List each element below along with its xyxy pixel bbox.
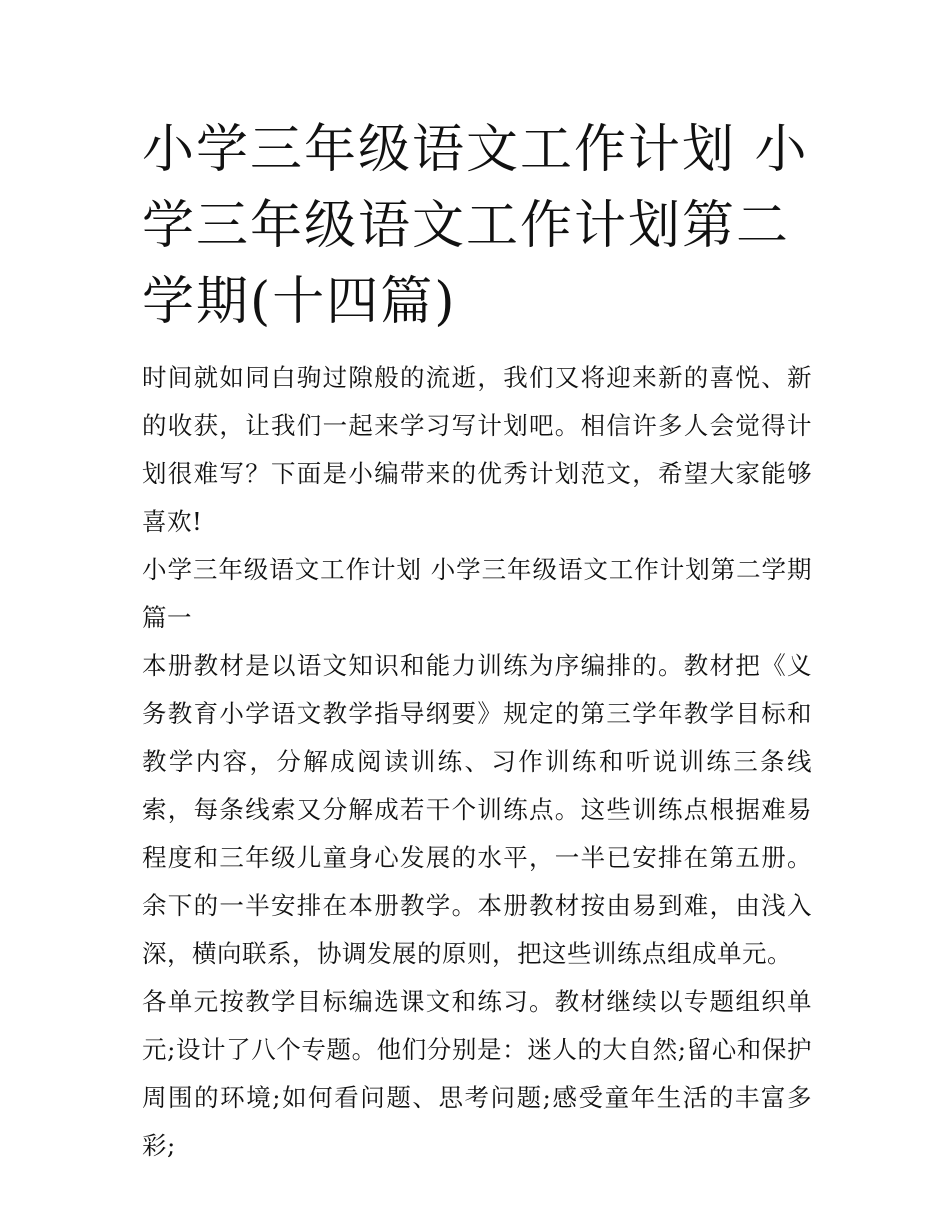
section-heading: 小学三年级语文工作计划 小学三年级语文工作计划第二学期篇一: [142, 555, 812, 632]
body-paragraph: 本册教材是以语文知识和能力训练为序编排的。教材把《义务教育小学语文教学指导纲要》规定的第三学年教学目标和教学内容，分解成阅读训练、习作训练和听说训练三条线索，每条线索又分解成若干个训练点。这些训练点根据难易程度和三年级儿童身心发展的水平，一半已安排在第五册。余下的一半安排在本册教学。本册教材按由易到难，由浅入深，横向联系，协调发展的原则，把这些训练点组成单元。: [142, 651, 812, 968]
body-paragraph: 各单元按教学目标编选课文和练习。教材继续以专题组织单元;设计了八个专题。他们分别是：迷人的大自然;留心和保护周围的环境;如何看问题、思考问题;感受童年生活的丰富多彩;: [142, 987, 812, 1160]
document-body: [142, 112, 812, 1170]
document-title: 小学三年级语文工作计划 小学三年级语文工作计划第二学期(十四篇): [142, 120, 809, 332]
intro-paragraph: 时间就如同白驹过隙般的流逝，我们又将迎来新的喜悦、新的收获，让我们一起来学习写计划吧。相信许多人会觉得计划很难写？下面是小编带来的优秀计划范文，希望大家能够喜欢!: [142, 363, 812, 536]
